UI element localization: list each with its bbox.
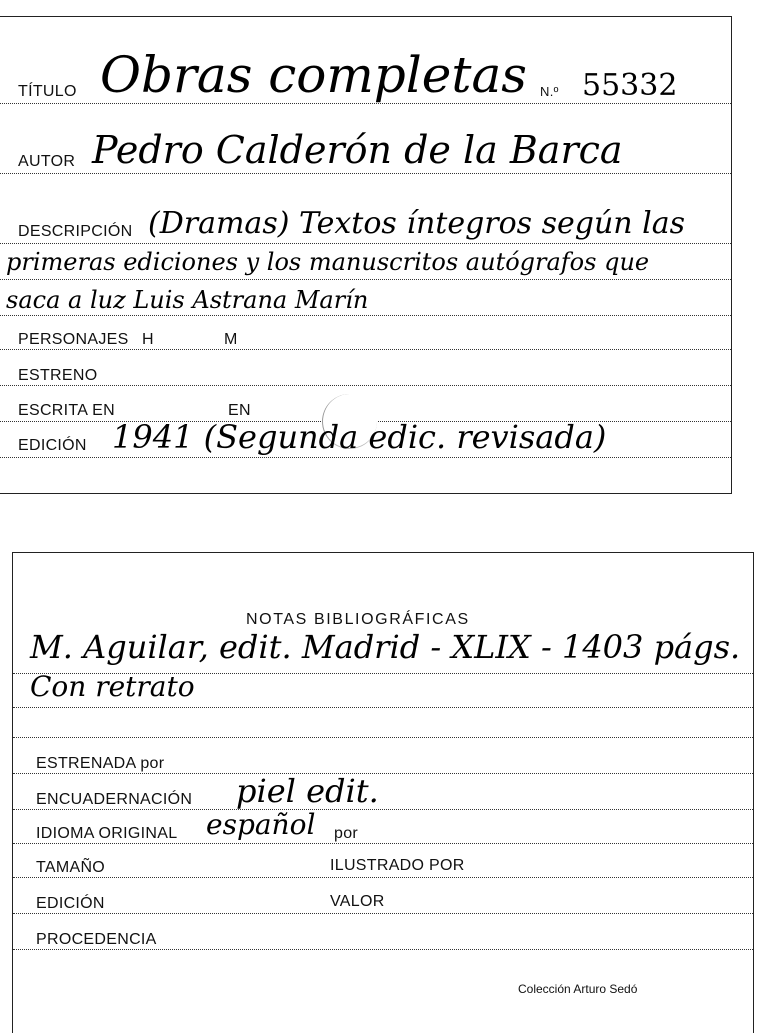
notas-line-1: M. Aguilar, edit. Madrid - XLIX - 1403 págs. [30, 628, 741, 666]
ruled-line [13, 949, 753, 950]
idioma-label: IDIOMA ORIGINAL [36, 825, 178, 842]
encuadernacion-label: ENCUADERNACIÓN [36, 791, 193, 808]
edicion-label: EDICIÓN [18, 437, 87, 454]
tamano-label: TAMAÑO [36, 859, 106, 876]
descripcion-label: DESCRIPCIÓN [18, 223, 133, 240]
personajes-h-label: H [142, 331, 154, 348]
descripcion-line-2: primeras ediciones y los manuscritos autógrafos que [6, 248, 650, 276]
estreno-label: ESTRENO [18, 367, 98, 384]
idioma-por-label: por [334, 825, 359, 842]
ruled-line [13, 773, 753, 774]
titulo-label: TÍTULO [18, 83, 77, 100]
estrenada-label: ESTRENADA por [36, 755, 165, 772]
notas-line-2: Con retrato [30, 670, 195, 703]
ruled-line [13, 913, 753, 914]
ruled-line [13, 843, 753, 844]
descripcion-line-3: saca a luz Luis Astrana Marín [6, 286, 369, 314]
ruled-line [0, 457, 731, 458]
numero-value: 55332 [582, 68, 678, 103]
edicion-back-label: EDICIÓN [36, 895, 105, 912]
titulo-value: Obras completas [100, 46, 527, 104]
ruled-line [0, 173, 731, 174]
escrita-en-label: EN [228, 402, 251, 419]
ruled-line [0, 349, 731, 350]
ruled-line [0, 315, 731, 316]
autor-value: Pedro Calderón de la Barca [92, 128, 623, 172]
procedencia-label: PROCEDENCIA [36, 931, 157, 948]
ilustrado-label: ILUSTRADO POR [330, 857, 465, 874]
ruled-line [13, 809, 753, 810]
ruled-line [13, 707, 753, 708]
personajes-m-label: M [224, 331, 238, 348]
ruled-line [13, 737, 753, 738]
idioma-value: español [206, 808, 316, 841]
ruled-line [0, 385, 731, 386]
ruled-line [13, 877, 753, 878]
coleccion-stamp: Colección Arturo Sedó [518, 982, 638, 996]
escrita-label: ESCRITA EN [18, 402, 115, 419]
ruled-line [0, 243, 731, 244]
notas-heading: NOTAS BIBLIOGRÁFICAS [246, 611, 470, 628]
descripcion-line-1: (Dramas) Textos íntegros según las [148, 206, 686, 241]
encuadernacion-value: piel edit. [236, 772, 379, 810]
autor-label: AUTOR [18, 153, 76, 170]
numero-label: N.º [540, 84, 559, 99]
valor-label: VALOR [330, 893, 385, 910]
ruled-line [0, 279, 731, 280]
personajes-label: PERSONAJES [18, 331, 129, 348]
edicion-value: 1941 (Segunda edic. revisada) [112, 418, 607, 456]
